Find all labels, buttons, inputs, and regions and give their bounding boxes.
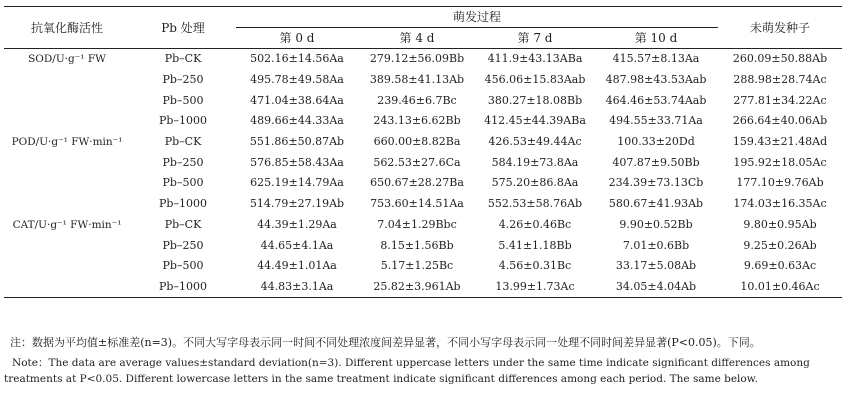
value-cell: 5.17±1.25Bc — [380, 259, 454, 273]
treatment-label: Pb–CK — [164, 52, 202, 66]
treatment-label: Pb–250 — [162, 238, 204, 252]
treatment-label: Pb–1000 — [159, 114, 207, 128]
table-row — [4, 90, 842, 111]
value-cell: 552.53±58.76Ab — [487, 197, 583, 211]
value-cell: 514.79±27.19Ab — [249, 197, 345, 211]
value-cell: 584.19±73.8Aa — [491, 155, 579, 169]
table-row — [4, 152, 842, 173]
treatment-label: Pb–500 — [162, 176, 204, 190]
table-row — [4, 256, 842, 277]
value-cell: 426.53±49.44Ac — [488, 135, 582, 149]
value-cell: 407.87±9.50Bb — [612, 155, 700, 169]
value-cell: 174.03±16.35Ac — [733, 197, 827, 211]
header-day-10: 第 10 d — [594, 28, 718, 49]
value-cell: 44.65±4.1Aa — [260, 238, 334, 252]
value-cell: 471.04±38.64Aa — [250, 93, 344, 107]
treatment-label: Pb–500 — [162, 93, 204, 107]
treatment-label: Pb–1000 — [130, 277, 236, 298]
header-day-0: 第 0 d — [236, 28, 358, 49]
antioxidant-enzyme-table — [4, 6, 842, 298]
header-treatment: Pb 处理 — [130, 7, 236, 49]
enzyme-label-sod: SOD/U·g⁻¹ FW — [28, 53, 106, 65]
value-cell: 411.9±43.13ABa — [487, 52, 583, 66]
value-cell: 415.57±8.13Aa — [612, 52, 700, 66]
note-english: Note：The data are average values±standard deviation(n=3). Different uppercase letters under the same time indicate significant differences among treatments at P<0.05. Different lowercase letters in the same treatment indicate significant differences among each period. The same below. — [4, 357, 810, 385]
value-cell: 487.98±43.53Aab — [605, 73, 707, 87]
note-chinese: 注：数据为平均值±标准差(n=3)。不同大写字母表示同一时间不同处理浓度间差异显著，不同小写字母表示同一处理不同时间差异显著(P<0.05)。下同。 — [10, 336, 761, 349]
table-row — [4, 235, 842, 256]
treatment-label: Pb–CK — [164, 135, 202, 149]
value-cell: 494.55±33.71Aa — [609, 114, 703, 128]
value-cell: 279.12±56.09Bb — [369, 52, 465, 66]
value-cell: 266.64±40.06Ab — [732, 114, 828, 128]
value-cell: 159.43±21.48Ad — [732, 135, 828, 149]
value-cell: 9.90±0.52Bb — [619, 217, 693, 231]
table-row — [4, 277, 842, 298]
value-cell: 177.10±9.76Ab — [736, 176, 824, 190]
value-cell: 489.66±44.33Aa — [250, 114, 344, 128]
value-cell: 9.80±0.95Ab — [743, 217, 817, 231]
table-row — [4, 194, 842, 215]
header-day-4: 第 4 d — [358, 28, 476, 49]
table-row — [4, 70, 842, 91]
value-cell: 243.13±6.62Bb — [373, 114, 461, 128]
value-cell: 580.67±41.93Ab — [608, 197, 704, 211]
value-cell: 551.86±50.87Ab — [249, 135, 345, 149]
value-cell: 239.46±6.7Bc — [377, 93, 457, 107]
value-cell: 4.56±0.31Bc — [498, 259, 572, 273]
value-cell: 234.39±73.13Cb — [608, 176, 704, 190]
value-cell: 412.45±44.39ABa — [484, 114, 586, 128]
treatment-label: Pb–250 — [162, 155, 204, 169]
value-cell: 753.60±14.51Aa — [370, 197, 464, 211]
table-row — [4, 173, 842, 194]
header-ungerminated: 未萌发种子 — [718, 7, 842, 49]
value-cell: 44.49±1.01Aa — [257, 259, 337, 273]
table-row — [4, 111, 842, 132]
table-row — [4, 215, 842, 236]
value-cell: 7.04±1.29Bbc — [377, 217, 457, 231]
table-row — [4, 49, 842, 70]
value-cell: 4.26±0.46Bc — [498, 217, 572, 231]
value-cell: 288.98±28.74Ac — [733, 73, 827, 87]
value-cell: 34.05±4.04Ab — [594, 277, 718, 298]
value-cell: 495.78±49.58Aa — [250, 73, 344, 87]
header-enzyme: 抗氧化酶活性 — [4, 7, 130, 49]
value-cell: 25.82±3.961Ab — [358, 277, 476, 298]
value-cell: 260.09±50.88Ab — [732, 52, 828, 66]
value-cell: 389.58±41.13Ab — [369, 73, 465, 87]
value-cell: 44.83±3.1Aa — [236, 277, 358, 298]
enzyme-label-pod: POD/U·g⁻¹ FW·min⁻¹ — [11, 135, 123, 148]
value-cell: 33.17±5.08Ab — [615, 259, 697, 273]
treatment-label: Pb–CK — [164, 217, 202, 231]
value-cell: 13.99±1.73Ac — [476, 277, 594, 298]
value-cell: 380.27±18.08Bb — [487, 93, 583, 107]
header-germination-group: 萌发过程 — [236, 7, 718, 28]
value-cell: 10.01±0.46Ac — [718, 277, 842, 298]
enzyme-label-cat: CAT/U·g⁻¹ FW·min⁻¹ — [4, 215, 130, 298]
value-cell: 502.16±14.56Aa — [250, 52, 344, 66]
value-cell: 576.85±58.43Aa — [250, 155, 344, 169]
value-cell: 195.92±18.05Ac — [733, 155, 827, 169]
table-row — [4, 132, 842, 153]
treatment-label: Pb–250 — [162, 73, 204, 87]
value-cell: 8.15±1.56Bb — [380, 238, 454, 252]
value-cell: 575.20±86.8Aa — [491, 176, 579, 190]
value-cell: 5.41±1.18Bb — [498, 238, 572, 252]
value-cell: 650.67±28.27Ba — [370, 176, 464, 190]
value-cell: 7.01±0.6Bb — [622, 238, 690, 252]
treatment-label: Pb–500 — [162, 259, 204, 273]
treatment-label: Pb–1000 — [159, 197, 207, 211]
value-cell: 9.25±0.26Ab — [743, 238, 817, 252]
value-cell: 464.46±53.74Aab — [605, 93, 707, 107]
header-day-7: 第 7 d — [476, 28, 594, 49]
table-notes — [4, 335, 842, 387]
value-cell: 660.00±8.82Ba — [373, 135, 461, 149]
table-body — [4, 49, 842, 298]
value-cell: 9.69±0.63Ac — [743, 259, 817, 273]
value-cell: 625.19±14.79Aa — [250, 176, 344, 190]
value-cell: 456.06±15.83Aab — [484, 73, 586, 87]
value-cell: 277.81±34.22Ac — [733, 93, 827, 107]
value-cell: 562.53±27.6Ca — [373, 155, 461, 169]
value-cell: 44.39±1.29Aa — [257, 217, 337, 231]
value-cell: 100.33±20Dd — [617, 135, 695, 149]
